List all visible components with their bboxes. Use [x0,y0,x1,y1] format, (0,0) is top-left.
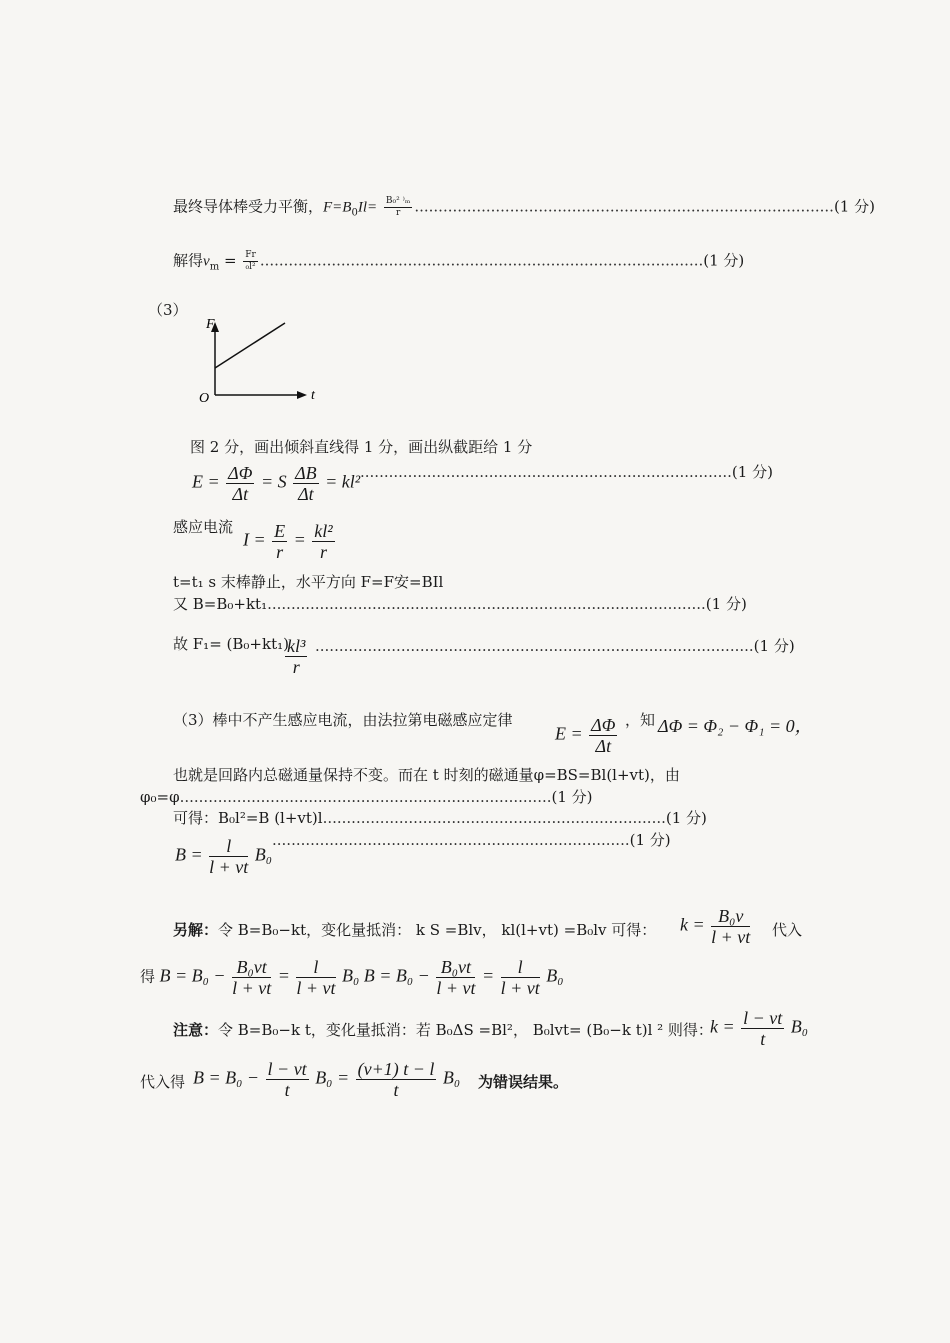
force-time-graph [190,310,330,410]
b-result-score: ...........................................................................(1 分) [272,831,671,849]
vm-solution-fraction: $\frac{Fr}{\text{₀l²}}$ [245,250,256,272]
note-conclusion: 为错误结果。 [478,1073,569,1091]
part3b-text: （3）棒中不产生感应电流，由法拉第电磁感应定律 [173,711,513,729]
b-result-equation: B = $\frac{l}{l + vt}$ B₀ [175,836,273,877]
alt-result-equations: 得 B = B₀ − $\frac{\text{B₀vt}}{l + vt}$ = $\frac{l}{l + vt}$ B₀ B = B₀ − $\frac{\text{B₀vt}}{l + vt}$ = $\frac{l}{l + vt}$ B₀ [140,957,564,998]
alt-solution-line: 另解：令 B=B₀−kt，变化量抵消： k S =Blv， kl(l+vt) =B₀lv 可得： [173,921,657,939]
b-line: 又 B=B₀+kt₁............................................................................................(1 分) [173,595,747,613]
grading-note: 图 2 分，画出倾斜直线得 1 分，画出纵截距给 1 分 [190,438,533,456]
f1-fraction: $\frac{\text{kl³}}{r}$ [287,636,306,677]
note-wrong-equation: B = B₀ − $\frac{l - vt}{t}$ B₀ = $\frac{(v+1) t - l}{t}$ B₀ [193,1059,461,1100]
emf-equation: E = $\frac{\Delta\Phi}{\Delta t}$ = S $\frac{\Delta B}{\Delta t}$ = kl² [192,463,361,504]
f1-score: ............................................................................................(1 分) [315,637,795,655]
vm-solution-line: 解得$v_m$ = $\frac{Fr}{\text{₀l²}}$ .............................................................................................(1 分) [173,250,745,273]
part3b-emf: E = $\frac{\Delta\Phi}{\Delta t}$ [555,715,616,756]
graph-line [215,323,285,368]
graph-x-arrow [297,391,307,399]
alt-k-equation: k = $\frac{\text{B₀v}}{l + vt}$ [680,906,751,947]
force-balance-line: 最终导体棒受力平衡，$F=B_0Il=$ $\frac{\text{B₀² ⁾ₘ}}{r}$ ........................................................................................(1 分) [173,196,875,219]
part3b-know: ，知 [625,711,656,729]
graph-origin: O [199,391,210,406]
part3b-flux-change: ΔΦ = Φ₂ − Φ₁ = 0， [658,716,813,736]
flux-line: 也就是回路内总磁通量保持不变。而在 t 时刻的磁通量φ=BS=Bl(l+vt)，由 [173,766,680,784]
t1-line: t=t₁ s 末棒静止，水平方向 F=F安=BIl [173,573,444,591]
graph-y-label: F [206,317,215,332]
graph-x-label: t [311,388,315,403]
phi-line: φ₀=φ..............................................................................(1 分) [140,788,593,806]
note-k-equation: k = $\frac{l - vt}{t}$ B₀ [710,1008,809,1049]
note-line: 注意：令 B=B₀−k t，变化量抵消：若 B₀ΔS =Bl²， B₀lvt= (B₀−k t)l ² 则得： [173,1021,713,1039]
current-equation: I = $\frac{E}{r}$ = $\frac{\text{kl²}}{r}$ [243,521,333,562]
vm-fraction: $\frac{\text{B₀² ⁾ₘ}}{r}$ [385,196,411,218]
alt-tail: 代入 [772,921,803,939]
keyi-line: 可得：B₀l²=B (l+vt)l........................................................................(1 分) [173,809,707,827]
current-label: 感应电流 [173,518,234,536]
f1-line: 故 F₁= (B₀+kt₁) [173,635,289,653]
note-sub-label: 代入得 [140,1073,186,1091]
part3-label: （3） [148,301,188,319]
emf-score: ..............................................................................(1 分) [360,463,773,481]
